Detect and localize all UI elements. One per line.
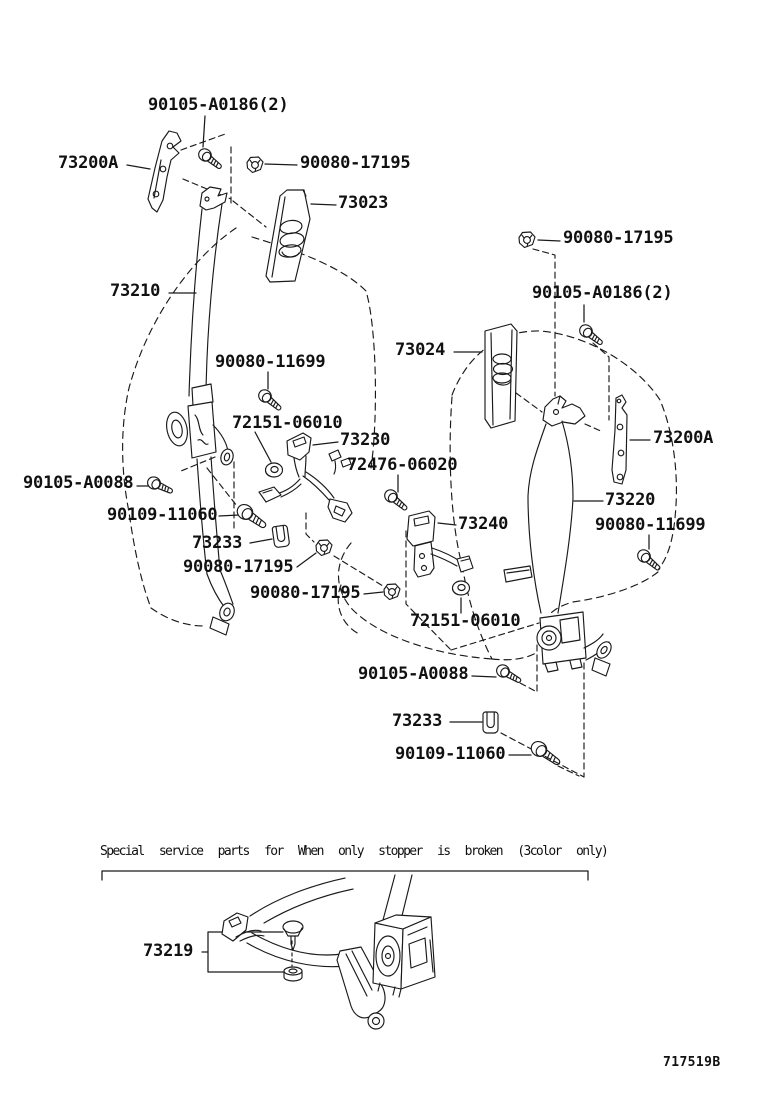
- figure-code: 717519B: [663, 1055, 721, 1070]
- shoulder-belt-right: [504, 421, 573, 613]
- part-label-clip-left: 73233: [192, 533, 243, 553]
- service-kit-drawing: [222, 875, 435, 1029]
- part-label-screw-right-upper: 90105-A0186(2): [532, 283, 673, 303]
- assembly-connector-lines: [181, 133, 609, 966]
- part-label-nut-right-upper: 90080-17195: [563, 228, 674, 248]
- part-label-belt-left: 73210: [110, 281, 161, 301]
- part-label-screw-center: 72476-06020: [347, 455, 458, 475]
- part-label-nut-lower-2: 90080-17195: [250, 583, 361, 603]
- pillar-garnish-right-part: [485, 324, 517, 428]
- part-label-nut-left-upper: 90080-17195: [300, 153, 411, 173]
- retractor-left: [164, 384, 235, 466]
- part-label-clip-right: 73233: [392, 711, 443, 731]
- part-label-buckle-right: 73240: [458, 514, 509, 534]
- part-label-screw-left-lower: 90105-A0088: [23, 473, 134, 493]
- part-label-anchor-plate-right: 73200A: [653, 428, 714, 448]
- pillar-garnish-left-part: [266, 190, 310, 282]
- anchor-plate-left-part: [148, 131, 181, 212]
- part-label-pillar-garnish-right: 73024: [395, 340, 446, 360]
- part-label-ring-left: 72151-06010: [232, 413, 343, 433]
- belt-top-anchor-right: [543, 396, 585, 426]
- belt-top-anchor-left: [200, 187, 227, 210]
- anchor-plate-right-part: [612, 395, 627, 484]
- part-label-ring-right: 72151-06010: [410, 611, 521, 631]
- part-label-service-kit: 73219: [143, 941, 194, 961]
- part-label-screw-left-upper: 90105-A0186(2): [148, 95, 289, 115]
- part-label-anchor-plate-left: 73200A: [58, 153, 119, 173]
- part-label-pillar-garnish-left: 73023: [338, 193, 389, 213]
- part-label-screw-right-lower: 90105-A0088: [358, 664, 469, 684]
- part-label-nut-lower-1: 90080-17195: [183, 557, 294, 577]
- part-label-buckle-left: 73230: [340, 430, 391, 450]
- part-label-belt-right: 73220: [605, 490, 656, 510]
- part-label-screw-right-mid: 90080-11699: [595, 515, 706, 535]
- part-label-bolt-left: 90109-11060: [107, 505, 218, 525]
- special-service-note: Special service parts for When only stopper is broken (3color only): [100, 844, 608, 859]
- part-label-screw-left-mid: 90080-11699: [215, 352, 326, 372]
- retractor-right: [537, 612, 614, 676]
- part-label-bolt-right: 90109-11060: [395, 744, 506, 764]
